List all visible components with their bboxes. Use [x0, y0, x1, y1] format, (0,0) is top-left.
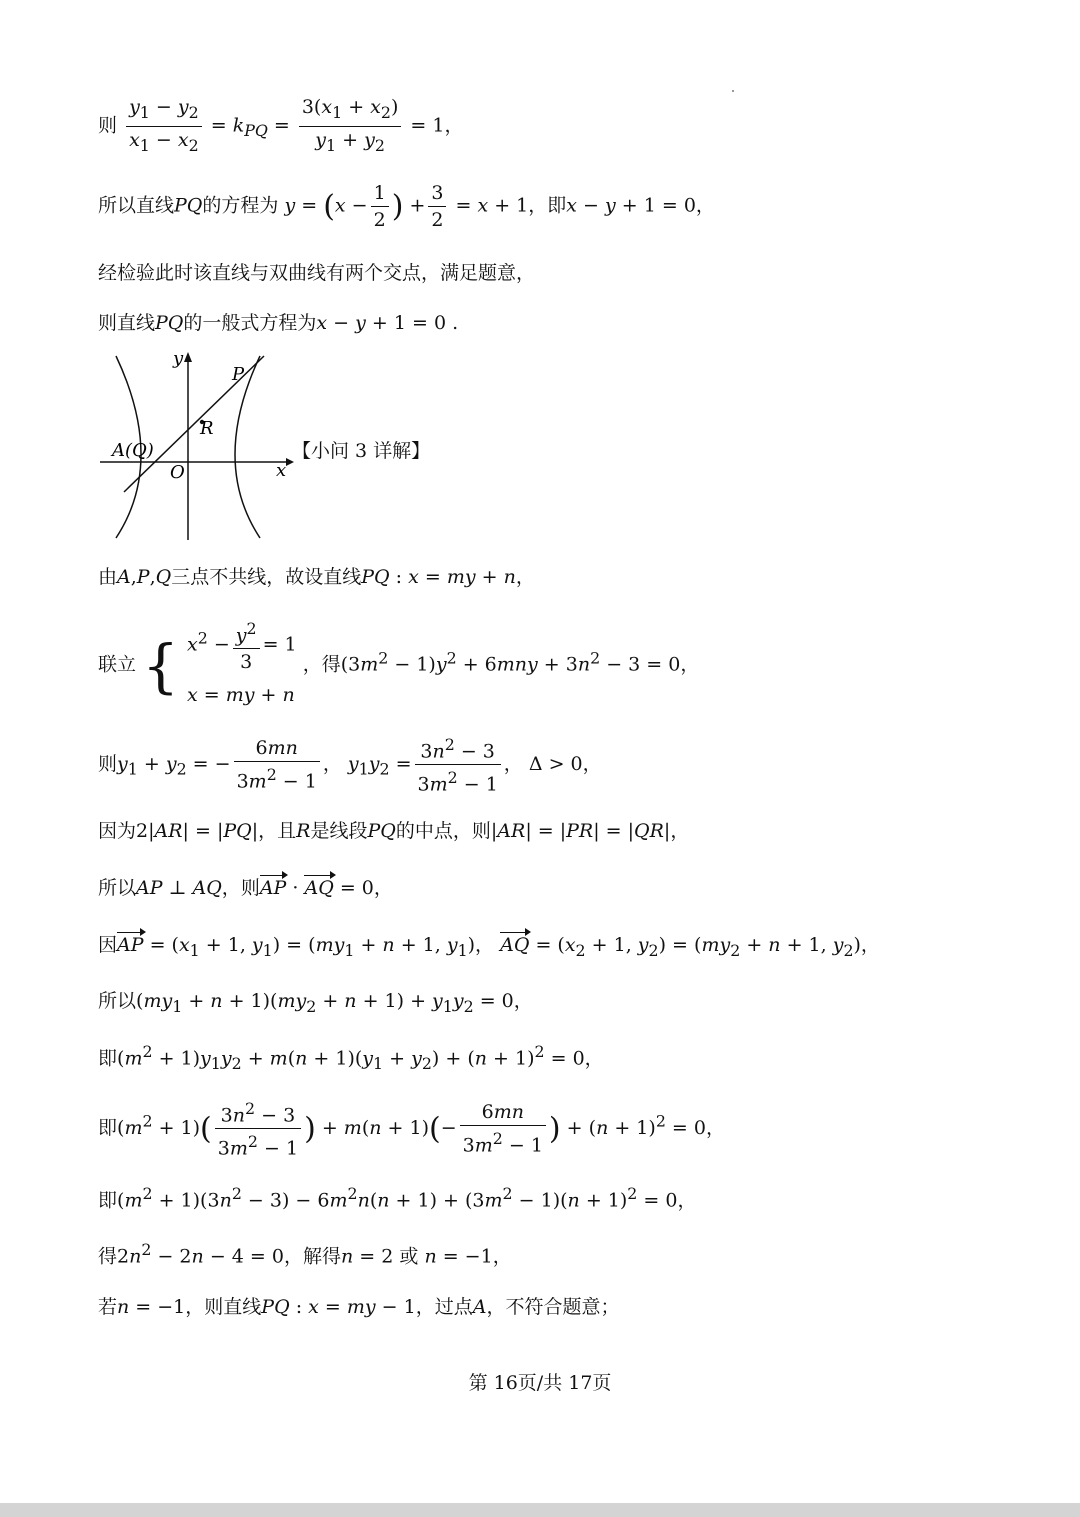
text: 则直线	[204, 1296, 262, 1318]
text: 即	[98, 1189, 118, 1212]
text: 得	[98, 1245, 118, 1268]
label-y: y	[173, 348, 184, 369]
text: 因为	[98, 820, 137, 842]
fraction: $\frac{6mn}{3m^2 - 1}$	[234, 735, 320, 794]
perp-line: 所以AP ⊥ AQ，则AP · AQ = 0，	[98, 877, 393, 899]
text: 且	[277, 820, 297, 842]
text: 所以	[98, 990, 137, 1012]
text: 因	[98, 934, 118, 956]
fraction: $\frac{6mn}{3m^2 - 1}$	[460, 1099, 546, 1158]
text: 的中点，则	[395, 820, 491, 842]
text: 即	[547, 194, 567, 217]
text: 若	[98, 1296, 118, 1318]
midpoint-line: 因为2|AR| = |PQ|，且R是线段PQ的中点，则|AR| = |PR| = |QR|，	[98, 820, 690, 842]
label-r: R	[200, 418, 214, 439]
text: 过点	[434, 1296, 473, 1318]
text: 或	[399, 1245, 419, 1268]
text: 所以直线	[98, 194, 175, 217]
expand-line: 即$(m^2 + 1)y_1y_2 + m(n + 1)(y_1 + y_2) + (n + 1)^2 = 0$，	[98, 1042, 604, 1074]
vectors-line: 因AP = ($x_1 + 1$, $y_1) = (my_1 + n + 1$, $y_1$)， AQ = ($x_2 + 1$, $y_2) = (my_2 + n + 1$, $y_2$)，	[98, 934, 880, 960]
page-footer: 第 16页/共 17页	[468, 1372, 612, 1394]
fraction: $\frac{3n^2 - 3}{3m^2 - 1}$	[415, 732, 501, 798]
eq-line-pq: 所以直线PQ的方程为 y = (x − $\frac{1}{2}$ ) + $\frac{3}{2}$ = x + 1，即x − y + 1 = 0，	[98, 182, 715, 231]
text: 解得	[302, 1245, 341, 1268]
text: 的一般式方程为	[183, 312, 317, 334]
hyperbola-figure	[96, 346, 296, 546]
text: 是线段	[310, 820, 368, 842]
eq-slope-line: 则 $\frac{y_1 - y_2}{x_1 - x_2}$ = $k_{PQ}$ = $\frac{3(x_1 + x_2)}{y_1 + y_2}$ = 1，	[98, 94, 463, 159]
text: 则	[98, 114, 118, 137]
fraction: $\frac{y_1 - y_2}{x_1 - x_2}$	[126, 94, 202, 159]
label-aq: A(Q)	[112, 440, 154, 461]
substitute-line: 即$(m^2 + 1)$( $\frac{3n^2 - 3}{3m^2 - 1}$ ) + m(n + 1)(− $\frac{6mn}{3m^2 - 1}$ ) + $(n + 1)^2 = 0$，	[98, 1096, 725, 1162]
text: 三点不共线，故设直线	[171, 566, 362, 588]
vieta-line: 则$y_1 + y_2$ = − $\frac{6mn}{3m^2 - 1}$ ， $y_1y_2$ = $\frac{3n^2 - 3}{3m^2 - 1}$ ， Δ > 0，	[98, 732, 602, 798]
fraction: $\frac{y^2}{3}$	[233, 616, 260, 675]
text: 则	[240, 877, 260, 899]
y-axis-arrow	[184, 352, 192, 362]
text: 则	[98, 752, 118, 775]
solve-line: 得$2n^2 - 2n - 4 = 0$，解得n = 2 或 n = −1，	[98, 1240, 512, 1268]
text: 的方程为	[202, 194, 279, 217]
fraction: $\frac{3n^2 - 3}{3m^2 - 1}$	[215, 1096, 301, 1162]
fraction: $\frac{3}{2}$	[428, 180, 446, 233]
text: 不符合题意；	[505, 1296, 620, 1318]
text: 即	[98, 1116, 118, 1139]
text: 由	[98, 566, 118, 588]
text: 得	[321, 653, 341, 676]
text: 联立	[98, 653, 137, 676]
clear-denominators-line: 即$(m^2 + 1)(3n^2 - 3) - 6m^2n(n + 1) + (3m^2 - 1)(n + 1)^2 = 0$，	[98, 1184, 697, 1212]
text: 即	[98, 1047, 118, 1070]
section-label: 【小问 3 详解】	[292, 440, 431, 462]
product-line: 所以$(my_1 + n + 1)(my_2 + n + 1) + y_1y_2 = 0$，	[98, 990, 533, 1016]
text: 所以	[98, 877, 137, 899]
brace: {	[142, 631, 179, 700]
bottom-bar	[0, 1503, 1080, 1517]
system-line: 联立 { $x^2$ − $\frac{y^2}{3}$ = 1 x = my + n ，得$(3m^2 - 1)y^2 + 6mny + 3n^2 - 3 = 0$，	[98, 616, 699, 715]
general-form: 则直线PQ的一般式方程为x − y + 1 = 0 .	[98, 312, 459, 334]
check-text: 经检验此时该直线与双曲线有两个交点，满足题意，	[98, 262, 536, 284]
label-o: O	[170, 462, 185, 483]
text: 则直线	[98, 312, 156, 334]
scan-speck	[732, 90, 734, 92]
label-p: P	[232, 364, 245, 385]
setup-line: 由A,P,Q三点不共线，故设直线PQ : x = my + n，	[98, 566, 535, 588]
fraction: $\frac{1}{2}$	[371, 180, 389, 233]
equation-system: $x^2$ − $\frac{y^2}{3}$ = 1 x = my + n	[187, 616, 297, 715]
reject-line: 若n = −1，则直线PQ : x = my − 1，过点A，不符合题意；	[98, 1296, 620, 1318]
fraction: $\frac{3(x_1 + x_2)}{y_1 + y_2}$	[299, 94, 402, 159]
label-x: x	[276, 460, 287, 481]
